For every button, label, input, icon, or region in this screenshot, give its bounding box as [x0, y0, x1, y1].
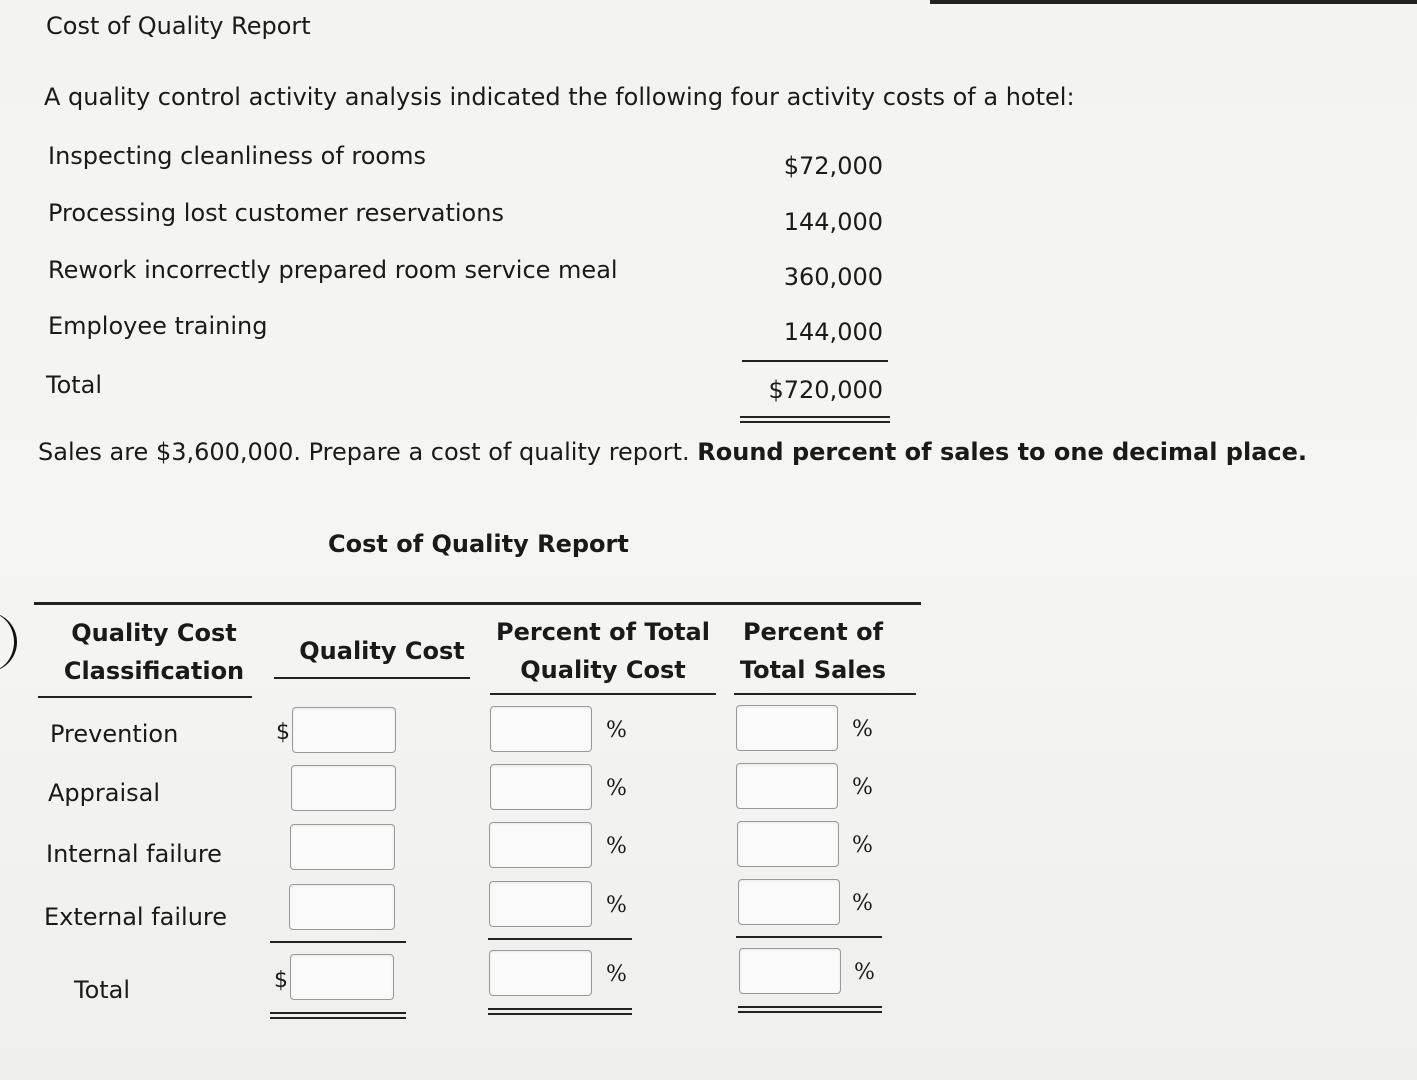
- sales-instruction: [38, 438, 1307, 466]
- dollar-sign: $: [274, 968, 288, 993]
- page-margin-mark: [0, 612, 17, 672]
- header-percent-total-sales: Percent of Total Sales: [739, 618, 887, 684]
- percent-sign: %: [852, 717, 873, 742]
- header-percent-total-quality-cost: Percent of Total Quality Cost: [496, 618, 710, 684]
- activity-value: 144,000: [783, 318, 883, 346]
- total-double-rule: [488, 1013, 632, 1015]
- activity-label: Processing lost customer reservations: [48, 199, 504, 227]
- sales-text: Sales are $3,600,000. Prepare a cost of quality report.: [38, 438, 690, 466]
- internal-failure-pct-total-input[interactable]: [489, 822, 592, 868]
- column-subtotal-rule: [488, 938, 632, 940]
- prevention-pct-total-input[interactable]: [490, 706, 592, 752]
- report-title: Cost of Quality Report: [328, 530, 629, 558]
- total-double-rule-top: [740, 416, 890, 418]
- total-double-rule-bottom: [740, 421, 890, 423]
- row-label-external-failure: External failure: [44, 903, 228, 931]
- external-failure-pct-sales-input[interactable]: [738, 879, 840, 925]
- activity-value: 360,000: [783, 263, 883, 291]
- row-label-appraisal: Appraisal: [48, 779, 161, 807]
- row-label-total: Total: [74, 976, 131, 1004]
- percent-sign: %: [852, 833, 873, 858]
- activity-label: Rework incorrectly prepared room service meal: [48, 256, 618, 284]
- appraisal-cost-input[interactable]: [291, 765, 396, 811]
- activity-label: Inspecting cleanliness of rooms: [48, 142, 426, 170]
- activity-label: Employee training: [48, 312, 268, 340]
- total-double-rule: [738, 1006, 882, 1008]
- activity-value: 144,000: [783, 208, 883, 236]
- total-label: Total: [46, 371, 103, 399]
- total-cost-input[interactable]: [290, 954, 394, 1000]
- rounding-instruction: Round percent of sales to one decimal place.: [697, 438, 1308, 466]
- total-double-rule: [270, 1017, 406, 1019]
- row-label-prevention: Prevention: [50, 720, 179, 748]
- column-subtotal-rule: [270, 941, 406, 943]
- header-rule: [274, 677, 470, 679]
- prevention-cost-input[interactable]: [292, 707, 396, 753]
- problem-intro: A quality control activity analysis indicated the following four activity costs of a hotel:: [44, 83, 1075, 111]
- header-classification: Quality Cost Classification: [63, 619, 245, 685]
- percent-sign: %: [606, 776, 627, 801]
- subtotal-rule: [742, 360, 888, 362]
- appraisal-pct-sales-input[interactable]: [736, 763, 838, 809]
- percent-sign: %: [606, 893, 627, 918]
- header-rule: [490, 693, 716, 695]
- percent-sign: %: [606, 962, 627, 987]
- header-quality-cost: Quality Cost: [299, 637, 465, 665]
- header-rule: [734, 693, 916, 695]
- total-pct-sales-input[interactable]: [739, 948, 841, 994]
- dollar-sign: $: [276, 720, 290, 745]
- total-value: $720,000: [768, 376, 883, 404]
- header-rule: [38, 696, 252, 698]
- total-double-rule: [488, 1008, 632, 1010]
- external-failure-pct-total-input[interactable]: [489, 881, 592, 927]
- percent-sign: %: [854, 960, 875, 985]
- percent-sign: %: [606, 718, 627, 743]
- problem-title: Cost of Quality Report: [46, 12, 311, 40]
- percent-sign: %: [852, 891, 873, 916]
- column-subtotal-rule: [736, 936, 882, 938]
- internal-failure-cost-input[interactable]: [290, 824, 395, 870]
- report-top-rule: [34, 602, 921, 605]
- appraisal-pct-total-input[interactable]: [490, 764, 592, 810]
- internal-failure-pct-sales-input[interactable]: [737, 821, 839, 867]
- total-double-rule: [270, 1012, 406, 1014]
- prevention-pct-sales-input[interactable]: [736, 705, 838, 751]
- total-double-rule: [738, 1011, 882, 1013]
- total-pct-total-input[interactable]: [489, 950, 592, 996]
- activity-value: $72,000: [783, 152, 883, 180]
- percent-sign: %: [852, 775, 873, 800]
- row-label-internal-failure: Internal failure: [46, 840, 222, 868]
- external-failure-cost-input[interactable]: [289, 884, 395, 930]
- page-edge: [930, 0, 1417, 4]
- percent-sign: %: [606, 834, 627, 859]
